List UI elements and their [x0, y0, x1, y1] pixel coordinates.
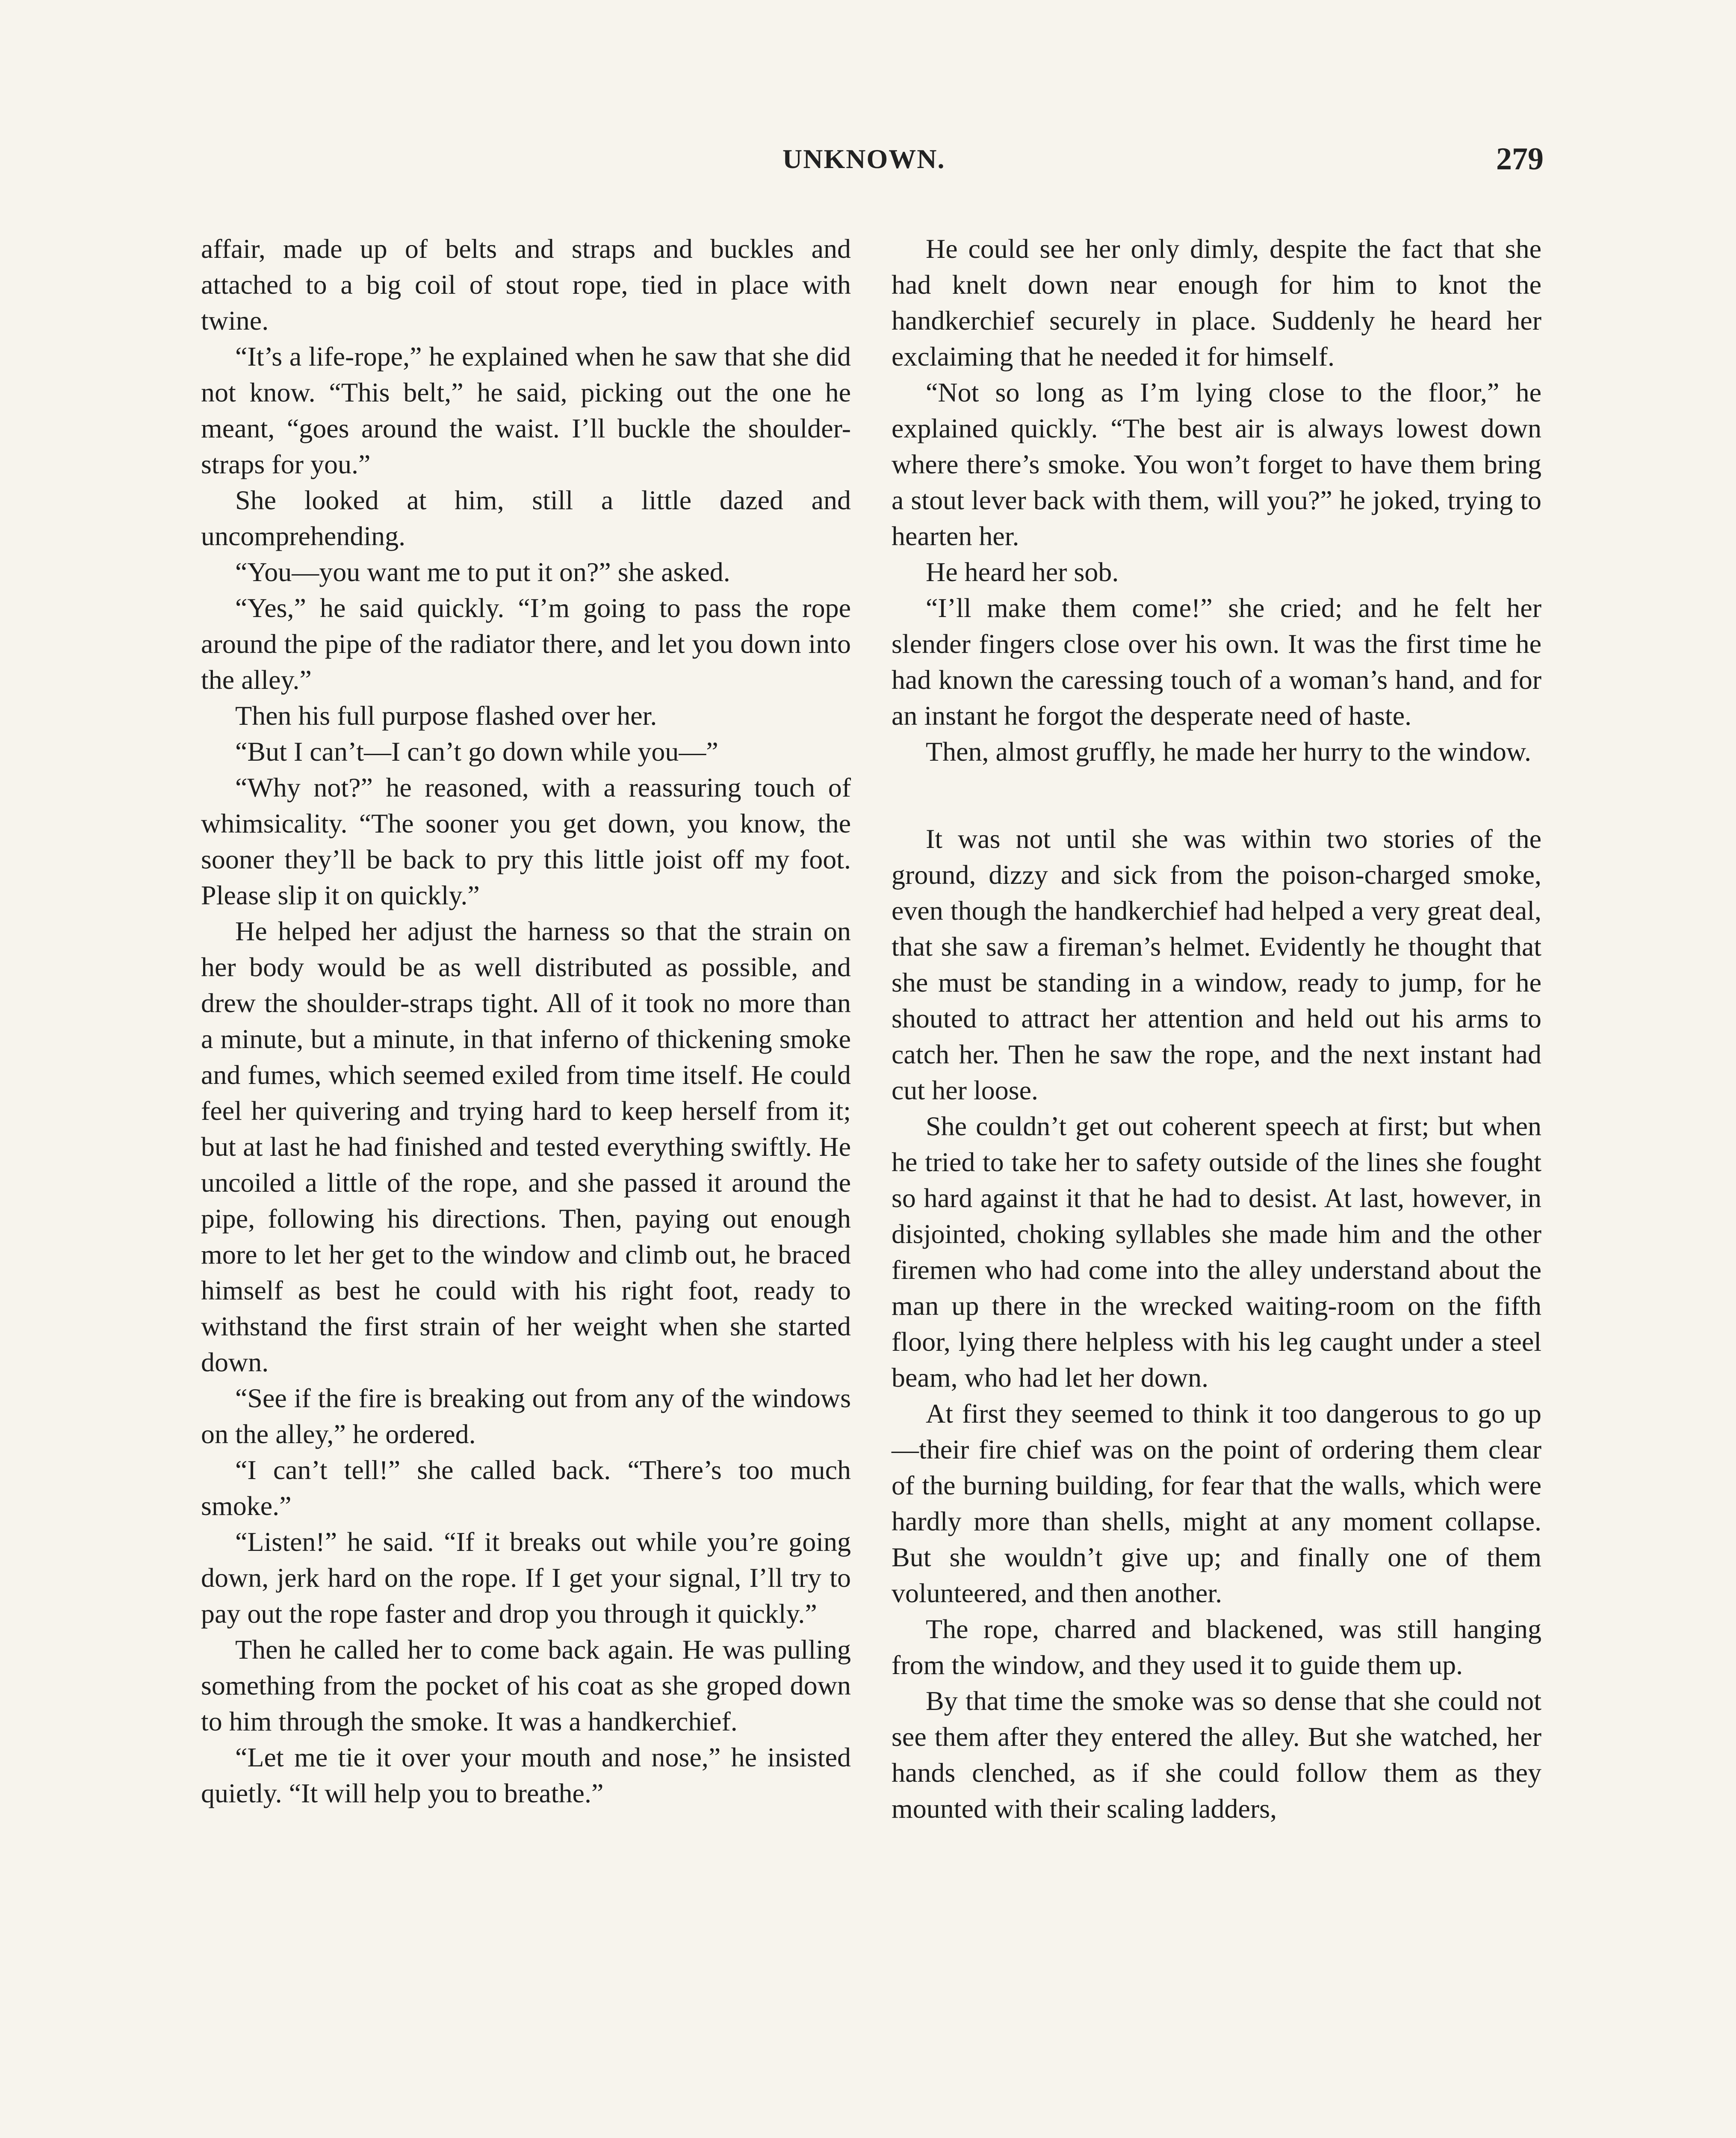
right-column — [892, 231, 1541, 1827]
paragraph: She couldn’t get out coherent speech at first; but when he tried to take her to safety outside of the lines she fought so hard against it that he had to desist. At last, however, in disjointed, choking syllables she made him and the other firemen who had come into the alley understand about the man up there in the wrecked waiting-room on the fifth floor, lying there helpless with his leg caught under a steel beam, who had let her down. — [892, 1111, 1541, 1393]
paragraph: She looked at him, still a little dazed and uncomprehending. — [201, 485, 851, 551]
paragraph: “I can’t tell!” she called back. “There’s too much smoke.” — [201, 1455, 851, 1521]
paragraph: “Listen!” he said. “If it breaks out while you’re going down, jerk hard on the rope. If I get your signal, I’ll try to pay out the rope faster and drop you through it quickly.” — [201, 1527, 851, 1629]
paragraph: The rope, charred and blackened, was still hanging from the window, and they used it to guide them up. — [892, 1614, 1541, 1680]
paragraph: He heard her sob. — [926, 557, 1119, 587]
paragraph: “Yes,” he said quickly. “I’m going to pass the rope around the pipe of the radiator there, and let you down into the alley.” — [201, 593, 851, 695]
paragraph: “You—you want me to put it on?” she asked. — [235, 557, 730, 587]
paragraph: “But I can’t—I can’t go down while you—” — [235, 736, 718, 767]
paragraph: “Let me tie it over your mouth and nose,” he insisted quietly. “It will help you to breathe.” — [201, 1742, 851, 1808]
paragraph: Then he called her to come back again. He was pulling something from the pocket of his coat as she groped down to him through the smoke. It was a handkerchief. — [201, 1634, 851, 1736]
left-column — [201, 231, 851, 1811]
page-number: 279 — [1496, 142, 1544, 177]
running-header-title: UNKNOWN. — [782, 144, 945, 174]
paragraph: affair, made up of belts and straps and buckles and attached to a big coil of stout rope, tied in place with twine. — [201, 233, 851, 336]
paragraph: He could see her only dimly, despite the fact that she had knelt down near enough for him to knot the handkerchief securely in place. Suddenly he heard her exclaiming that he needed it for himself. — [892, 233, 1541, 372]
paragraph: “Why not?” he reasoned, with a reassuring touch of whimsicality. “The sooner you get down, you know, the sooner they’ll be back to pry this little joist off my foot. Please slip it on quickly.” — [201, 772, 851, 910]
paragraph: It was not until she was within two stories of the ground, dizzy and sick from the poison-charged smoke, even though the handkerchief had helped a very great deal, that she saw a fireman’s helmet. Evidently he thought that she must be standing in a window, ready to jump, for he shouted to attract her attention and held out his arms to catch her. Then he saw the rope, and the next instant had cut her loose. — [892, 824, 1541, 1105]
paragraph: Then his full purpose flashed over her. — [235, 700, 657, 731]
paragraph: “It’s a life-rope,” he explained when he saw that she did not know. “This belt,” he said, picking out the one he meant, “goes around the waist. I’ll buckle the shoulder-straps for you.” — [201, 341, 851, 479]
paragraph: “I’ll make them come!” she cried; and he felt her slender fingers close over his own. It was the first time he had known the caressing touch of a woman’s hand, and for an instant he forgot the desperate need of haste. — [892, 593, 1541, 731]
paragraph: He helped her adjust the harness so that the strain on her body would be as well distributed as possible, and drew the shoulder-straps tight. All of it took no more than a minute, but a minute, in that inferno of thickening smoke and fumes, which seemed exiled from time itself. He could feel her quivering and trying hard to keep herself from it; but at last he had finished and tested everything swiftly. He uncoiled a little of the rope, and she passed it around the pipe, following his directions. Then, paying out enough more to let her get to the window and climb out, he braced himself as best he could with his right foot, ready to withstand the first strain of her weight when she started down. — [201, 916, 851, 1377]
paragraph: “See if the fire is breaking out from any of the windows on the alley,” he ordered. — [201, 1383, 851, 1449]
paragraph: “Not so long as I’m lying close to the floor,” he explained quickly. “The best air is always lowest down where there’s smoke. You won’t forget to have them bring a stout lever back with them, will you?” he joked, trying to hearten her. — [892, 377, 1541, 551]
paragraph: At first they seemed to think it too dangerous to go up—their fire chief was on the point of ordering them clear of the burning building, for fear that the walls, which were hardly more than shells, might at any moment collapse. But she wouldn’t give up; and finally one of them volunteered, and then another. — [892, 1398, 1541, 1608]
paragraph: By that time the smoke was so dense that she could not see them after they entered the alley. But she watched, her hands clenched, as if she could follow them as they mounted with their scaling ladders, — [892, 1686, 1541, 1824]
paragraph: Then, almost gruffly, he made her hurry to the window. — [926, 736, 1531, 767]
